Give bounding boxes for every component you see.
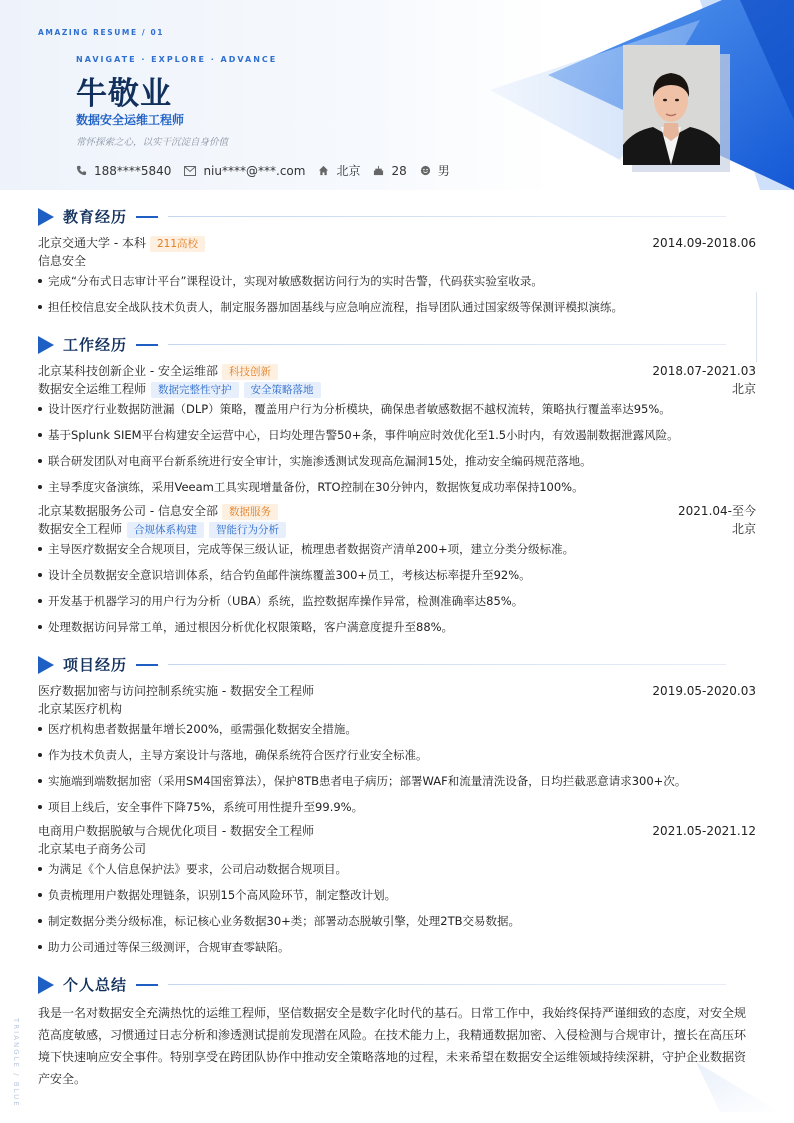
project-bullet: 负责梳理用户数据处理链条，识别15个高风险环节，制定整改计划。 (38, 887, 756, 903)
cake-icon (373, 165, 384, 176)
age-text: 28 (391, 163, 407, 178)
triangle-icon (38, 656, 54, 674)
work-title: 数据安全工程师 (38, 522, 123, 536)
project-row (38, 683, 756, 699)
side-label: TRIANGLE / BLUE (12, 1018, 20, 1108)
smile-icon (420, 165, 431, 176)
section-accent-bar (136, 984, 158, 986)
motto: 常怀探索之心，以实干沉淀自身价值 (76, 137, 229, 148)
project-date: 2019.05-2020.03 (652, 684, 756, 698)
work-location: 北京 (731, 522, 756, 536)
work-date: 2018.07-2021.03 (652, 364, 756, 378)
summary-text: 我是一名对数据安全充满热忱的运维工程师，坚信数据安全是数字化时代的基石。日常工作中，我始终保持严谨细致的态度，对安全规范高度敏感，习惯通过日志分析和渗透测试提前发现潜在风险。在技术能力上，我精通数据加密、入侵检测与合规审计，擅长在高压环境下快速响应安全事件。特别享受在跨团队协作中推动安全策略落地的过程，未来希望在数据安全运维领域持续深耕，守护企业数据资产安全。 (38, 1006, 747, 1086)
project-org: 北京某医疗机构 (38, 702, 123, 716)
section-title: 工作经历 (63, 336, 128, 354)
project-bullet: 项目上线后，安全事件下降75%，系统可用性提升至99.9%。 (38, 799, 756, 815)
work-title: 数据安全运维工程师 (38, 382, 147, 396)
eyebrow-label: AMAZING RESUME / 01 (38, 28, 165, 37)
section-education (38, 207, 756, 227)
project-bullet: 医疗机构患者数据量年增长200%，亟需强化数据安全措施。 (38, 721, 756, 737)
project-bullet: 作为技术负责人，主导方案设计与落地，确保系统符合医疗行业安全标准。 (38, 747, 756, 763)
education-date: 2014.09-2018.06 (652, 236, 756, 250)
home-icon (318, 165, 329, 176)
triangle-icon (38, 208, 54, 226)
contact-email (184, 164, 305, 178)
work-title-row (38, 381, 756, 397)
company-tag: 数据服务 (222, 504, 278, 520)
education-major: 信息安全 (38, 254, 87, 268)
skill-tag: 安全策略落地 (244, 382, 321, 398)
work-company-row (38, 503, 756, 519)
contact-bar (76, 162, 463, 179)
triangle-icon (38, 336, 54, 354)
work-title-row (38, 521, 756, 537)
skill-tag: 智能行为分析 (209, 522, 286, 538)
work-bullet: 处理数据访问异常工单，通过根因分析优化权限策略，客户满意度提升至88%。 (38, 619, 756, 635)
work-date: 2021.04-至今 (678, 504, 756, 518)
triangle-icon (38, 976, 54, 994)
contact-city (318, 162, 360, 179)
section-work (38, 335, 756, 355)
work-bullet: 联合研发团队对电商平台新系统进行安全审计，实施渗透测试发现高危漏洞15处，推动安全编码规范落地。 (38, 453, 756, 469)
work-bullet: 基于Splunk SIEM平台构建安全运营中心，日均处理告警50+条，事件响应时效优化至1.5小时内，有效遏制数据泄露风险。 (38, 427, 756, 443)
phone-text: 188****5840 (94, 163, 172, 178)
project-bullet: 制定数据分类分级标准，标记核心业务数据30+类；部署动态脱敏引擎，处理2TB交易数据。 (38, 913, 756, 929)
job-title: 数据安全运维工程师 (76, 113, 185, 127)
section-divider (168, 344, 726, 345)
skill-tag: 合规体系构建 (127, 522, 204, 538)
phone-icon (76, 165, 87, 176)
contact-gender (420, 162, 450, 179)
education-school-row (38, 235, 756, 251)
work-bullet: 设计全员数据安全意识培训体系，结合钓鱼邮件演练覆盖300+员工，考核达标率提升至92%。 (38, 567, 756, 583)
education-bullet: 担任校信息安全战队技术负责人，制定服务器加固基线与应急响应流程，指导团队通过国家级等保测评模拟演练。 (38, 299, 756, 315)
contact-phone (76, 164, 171, 178)
section-projects (38, 655, 756, 675)
side-rule (756, 292, 757, 362)
gender-text: 男 (437, 164, 450, 178)
work-company-row (38, 363, 756, 379)
school-name: 北京交通大学 - 本科 (38, 236, 146, 250)
project-date: 2021.05-2021.12 (652, 824, 756, 838)
company-tag: 科技创新 (222, 364, 278, 380)
project-org: 北京某电子商务公司 (38, 842, 147, 856)
skill-tag: 数据完整性守护 (151, 382, 239, 398)
project-name: 电商用户数据脱敏与合规优化项目 - 数据安全工程师 (38, 824, 314, 838)
section-accent-bar (136, 216, 158, 218)
company-name: 北京某科技创新企业 - 安全运维部 (38, 364, 218, 378)
work-bullet: 开发基于机器学习的用户行为分析（UBA）系统，监控数据库操作异常，检测准确率达85%。 (38, 593, 756, 609)
contact-age (373, 164, 406, 178)
project-name: 医疗数据加密与访问控制系统实施 - 数据安全工程师 (38, 684, 314, 698)
section-divider (168, 984, 726, 985)
work-bullet: 设计医疗行业数据防泄漏（DLP）策略，覆盖用户行为分析模块，确保患者敏感数据不越权流转，策略执行覆盖率达95%。 (38, 401, 756, 417)
section-accent-bar (136, 344, 158, 346)
section-title: 项目经历 (63, 656, 128, 674)
city-text: 北京 (336, 164, 361, 178)
tagline: NAVIGATE · EXPLORE · ADVANCE (76, 55, 278, 64)
education-bullet: 完成“分布式日志审计平台”课程设计，实现对敏感数据访问行为的实时告警，代码获实验室收录。 (38, 273, 756, 289)
work-bullet: 主导医疗数据安全合规项目，完成等保三级认证，梳理患者数据资产清单200+项，建立分类分级标准。 (38, 541, 756, 557)
school-tag: 211高校 (150, 236, 205, 252)
project-bullet: 助力公司通过等保三级测评，合规审查零缺陷。 (38, 939, 756, 955)
section-accent-bar (136, 664, 158, 666)
section-title: 教育经历 (63, 208, 128, 226)
project-row (38, 823, 756, 839)
email-text: niu****@***.com (203, 163, 306, 178)
section-divider (168, 216, 726, 217)
work-bullet: 主导季度灾备演练，采用Veeam工具实现增量备份，RTO控制在30分钟内，数据恢复成功率保持100%。 (38, 479, 756, 495)
work-location: 北京 (731, 382, 756, 396)
mail-icon (184, 166, 196, 176)
section-summary (38, 975, 756, 995)
section-title: 个人总结 (63, 976, 128, 994)
profile-photo (623, 45, 720, 165)
candidate-name: 牛敬业 (76, 76, 172, 112)
company-name: 北京某数据服务公司 - 信息安全部 (38, 504, 218, 518)
section-divider (168, 664, 726, 665)
project-bullet: 为满足《个人信息保护法》要求，公司启动数据合规项目。 (38, 861, 756, 877)
project-bullet: 实施端到端数据加密（采用SM4国密算法），保护8TB患者电子病历；部署WAF和流量清洗设备，日均拦截恶意请求300+次。 (38, 773, 756, 789)
